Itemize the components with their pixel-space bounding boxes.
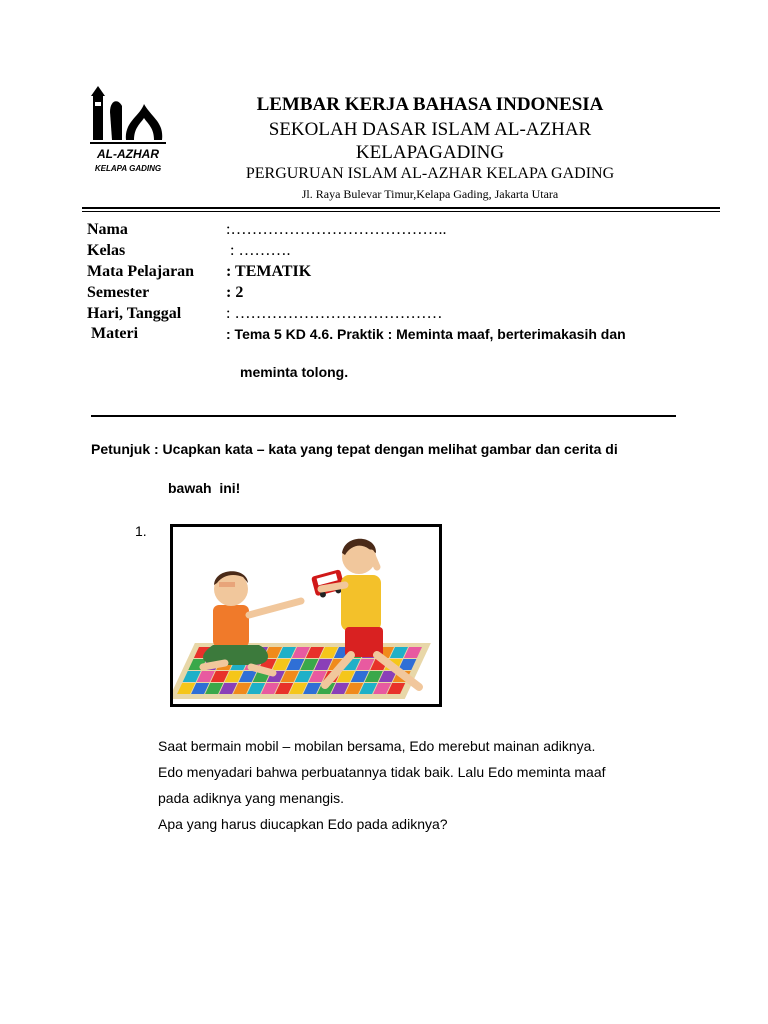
materi-value-continued: meminta tolong. (240, 364, 349, 380)
nama-blank[interactable]: :………………………………….. (226, 221, 447, 238)
mapel-value: : TEMATIK (226, 263, 312, 280)
story-illustration (170, 524, 442, 707)
hari-tanggal-label: Hari, Tanggal (87, 305, 182, 322)
kelas-label: Kelas (87, 242, 126, 259)
mapel-label: Mata Pelajaran (87, 263, 195, 280)
semester-label: Semester (87, 284, 150, 301)
hari-tanggal-blank[interactable]: : ………………………………… (226, 305, 443, 322)
materi-value: : Tema 5 KD 4.6. Praktik : Meminta maaf, berterimakasih dan (226, 326, 626, 342)
instructions-line-1: Petunjuk : Ucapkan kata – kata yang tepat dengan melihat gambar dan cerita di (91, 441, 618, 457)
nama-label: Nama (87, 221, 128, 238)
svg-text:AL-AZHAR: AL-AZHAR (97, 147, 159, 161)
school-name: SEKOLAH DASAR ISLAM AL-AZHAR (268, 119, 592, 140)
section-divider (91, 415, 676, 417)
instructions-line-2: bawah ini! (168, 480, 241, 496)
materi-label: Materi (87, 325, 139, 342)
svg-text:KELAPA GADING: KELAPA GADING (94, 164, 162, 173)
story-line-3: pada adiknya yang menangis. (158, 790, 345, 806)
story-line-2: Edo menyadari bahwa perbuatannya tidak baik. Lalu Edo meminta maaf (158, 764, 606, 780)
kelas-blank[interactable]: : ………. (226, 242, 291, 259)
story-line-1: Saat bermain mobil – mobilan bersama, Edo merebut mainan adiknya. (158, 738, 596, 754)
question-number: 1. (135, 523, 147, 539)
story-question: Apa yang harus diucapkan Edo pada adiknya? (158, 816, 448, 832)
school-city: KELAPAGADING (355, 142, 505, 163)
organization-name: PERGURUAN ISLAM AL-AZHAR KELAPA GADING (245, 165, 615, 182)
header-rule-thin (82, 211, 720, 212)
worksheet-title: LEMBAR KERJA BAHASA INDONESIA (256, 94, 604, 115)
semester-value: : 2 (226, 284, 244, 301)
header-rule-thick (82, 207, 720, 209)
children-playing-illustration (173, 527, 439, 704)
school-address: Jl. Raya Bulevar Timur,Kelapa Gading, Jakarta Utara (301, 187, 559, 201)
